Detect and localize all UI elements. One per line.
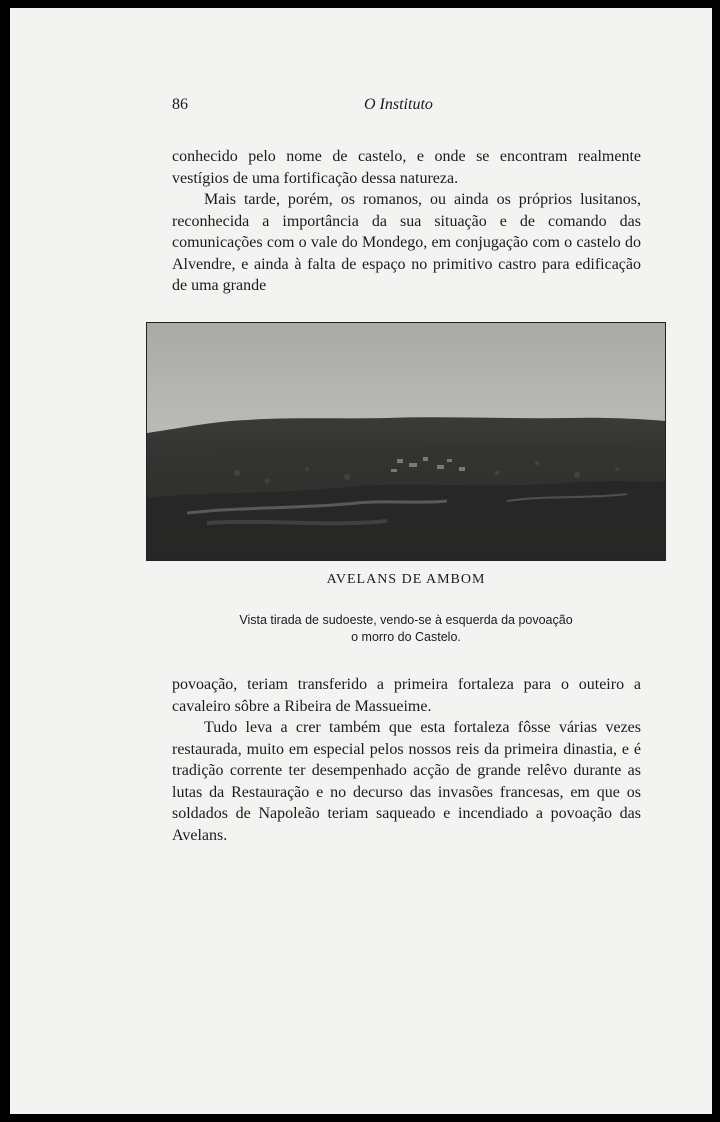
running-title: O Instituto: [364, 96, 433, 113]
body-text-bottom: [172, 674, 641, 846]
caption-line: o morro do Castelo.: [351, 630, 461, 644]
caption-line: Vista tirada de sudoeste, vendo-se à esquerda da povoação: [239, 613, 573, 627]
paragraph: Tudo leva a crer também que esta fortaleza fôsse várias vezes restaurada, muito em especial pelos nossos reis da primeira dinastia, e é tradição corrente ter desempenhado acção de grande relêvo durante as lutas da Restauração e no decurso das invasões francesas, em que os soldados de Napoleão teriam saqueado e incendiado a povoação das Avelans.: [172, 719, 641, 844]
page-number: 86: [172, 96, 188, 113]
paragraph: Mais tarde, porém, os romanos, ou ainda os próprios lusitanos, reconhecida a importância da sua situação e de comando das comunicações com o vale do Mondego, em conjugação com o castelo do Alvendre, e ainda à falta de espaço no primitivo castro para edificação de uma grande: [172, 191, 641, 294]
paragraph: povoação, teriam transferido a primeira fortaleza para o outeiro a cavaleiro sôbre a Ribeira de Massueime.: [172, 676, 641, 715]
running-head: [172, 96, 641, 120]
landscape-photo-drawing: [147, 323, 665, 560]
landscape-photograph: [146, 322, 666, 561]
book-page: [10, 8, 712, 1114]
paragraph: conhecido pelo nome de castelo, e onde se encontram realmente vestígios de uma fortificação dessa natureza.: [172, 148, 641, 187]
figure-caption: [146, 612, 666, 646]
figure-title: AVELANS DE AMBOM: [326, 572, 486, 587]
body-text-top: [172, 146, 641, 297]
